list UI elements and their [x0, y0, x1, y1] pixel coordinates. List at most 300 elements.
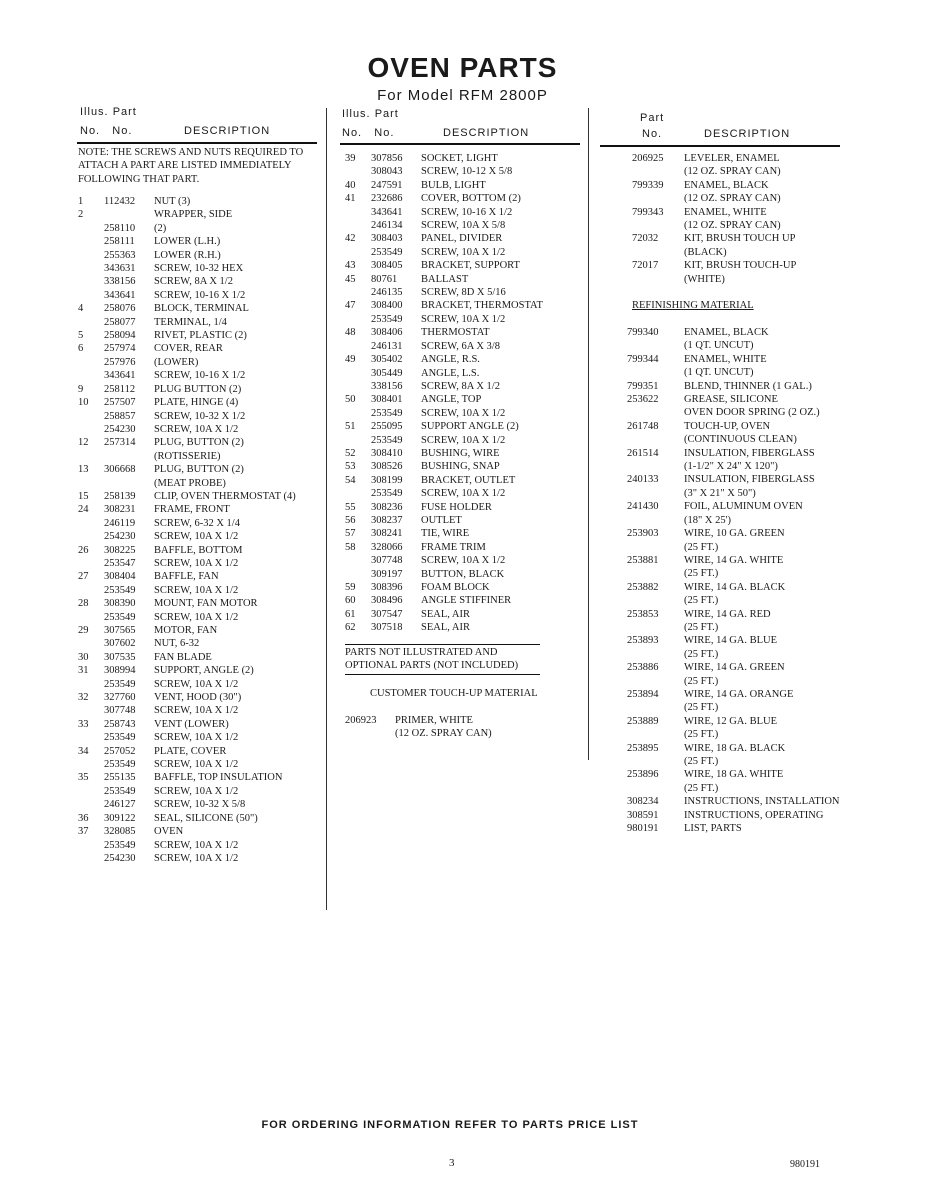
part-number: 253889	[627, 715, 659, 727]
part-row	[78, 745, 296, 758]
part-row	[345, 594, 543, 607]
part-row	[78, 289, 296, 302]
part-number: 309197	[371, 568, 403, 580]
part-row	[627, 406, 840, 419]
part-row	[78, 436, 296, 449]
part-number	[632, 246, 684, 259]
part-row	[627, 447, 840, 460]
part-number: 257314	[104, 437, 136, 449]
part-number	[627, 648, 684, 661]
part-description: ENAMEL, WHITE	[684, 206, 767, 218]
part-row	[345, 246, 543, 259]
part-row	[78, 262, 296, 275]
part-description: (25 FT.)	[684, 702, 719, 714]
part-row	[345, 179, 543, 192]
part-number: 343641	[104, 370, 136, 382]
part-number: 253549	[104, 839, 136, 851]
part-number: 257976	[104, 356, 136, 368]
header-illus: Illus.	[342, 108, 371, 120]
part-description: OVEN	[154, 826, 184, 838]
part-number: 308401	[371, 394, 403, 406]
part-row	[632, 232, 796, 245]
part-number: 308396	[371, 582, 403, 593]
part-row	[78, 597, 296, 610]
part-row	[627, 621, 840, 634]
part-description: (25 FT.)	[684, 568, 719, 580]
part-row	[345, 434, 543, 447]
part-number: 246127	[104, 799, 136, 811]
part-description: (25 FT.)	[684, 595, 719, 607]
part-row	[78, 356, 296, 369]
part-description: SCREW, 10-12 X 5/8	[421, 166, 513, 178]
part-number: 112432	[104, 196, 136, 207]
illus-number: 40	[345, 179, 356, 191]
part-description: ENAMEL, WHITE	[684, 353, 767, 365]
part-row	[345, 273, 543, 286]
part-number: 257507	[104, 397, 136, 409]
col1-header-no	[80, 125, 132, 137]
col2-header-illus-part	[342, 108, 399, 120]
part-description: SCREW, 10A X 1/2	[154, 423, 239, 435]
part-number	[104, 450, 154, 463]
ordering-footer: FOR ORDERING INFORMATION REFER TO PARTS PRICE LIST	[261, 1119, 639, 1131]
part-number: 254230	[104, 531, 136, 543]
part-row	[627, 326, 840, 339]
part-row	[627, 728, 840, 741]
part-row	[78, 249, 296, 262]
illus-number: 59	[345, 582, 356, 593]
part-description: SCREW, 10A X 1/2	[154, 732, 239, 744]
illus-number	[78, 356, 104, 369]
part-number: 327760	[104, 692, 136, 704]
part-row	[78, 785, 296, 798]
illus-number	[345, 367, 371, 380]
part-number: 257974	[104, 343, 136, 355]
illus-number: 36	[78, 812, 89, 824]
illus-number	[345, 554, 371, 567]
part-number	[627, 339, 684, 352]
illus-number	[78, 369, 104, 382]
illus-number	[345, 340, 371, 353]
part-description: ANGLE, TOP	[421, 394, 482, 406]
part-row	[627, 554, 840, 567]
illus-number	[345, 246, 371, 259]
part-number: 254230	[104, 852, 136, 864]
refinishing-heading: REFINISHING MATERIAL	[632, 300, 754, 311]
header-no: No.	[342, 127, 363, 139]
header-illus: Illus.	[80, 106, 109, 118]
part-description: SUPPORT ANGLE (2)	[421, 421, 519, 433]
part-row	[627, 648, 840, 661]
illus-number	[78, 235, 104, 248]
part-number: 308237	[371, 514, 403, 526]
document-number: 980191	[790, 1159, 820, 1170]
illus-number	[345, 219, 371, 232]
part-number: 253886	[627, 662, 659, 674]
illus-number: 47	[345, 300, 356, 312]
part-row	[627, 473, 840, 486]
part-row	[78, 798, 296, 811]
part-description: PLATE, COVER	[154, 745, 227, 757]
model-subtitle: For Model RFM 2800P	[377, 87, 548, 104]
page-title: OVEN PARTS	[367, 52, 558, 83]
part-description: LEVELER, ENAMEL	[684, 153, 780, 164]
part-number	[627, 675, 684, 688]
parts-column-2	[345, 152, 543, 635]
part-description: SCREW, 10A X 1/2	[154, 557, 239, 569]
part-row	[345, 165, 543, 178]
part-number	[627, 433, 684, 446]
part-description: SOCKET, LIGHT	[421, 153, 498, 164]
part-number: 258139	[104, 490, 136, 502]
part-number: 253896	[627, 769, 659, 781]
part-row	[78, 758, 296, 771]
part-number: 258110	[104, 222, 136, 234]
part-description: TERMINAL, 1/4	[154, 316, 227, 328]
part-number: 253549	[371, 246, 403, 258]
part-description: WRAPPER, SIDE	[154, 209, 233, 221]
part-number: 308406	[371, 327, 403, 339]
illus-number: 60	[345, 595, 356, 607]
part-row	[78, 222, 296, 235]
part-number: 338156	[371, 380, 403, 392]
part-row	[632, 206, 796, 219]
part-number: 258111	[104, 236, 135, 248]
part-row	[627, 366, 840, 379]
part-number: 253549	[104, 584, 136, 596]
part-description: (1-1/2" X 24" X 120")	[684, 461, 778, 473]
part-number: 232686	[371, 193, 403, 205]
part-number: 308405	[371, 260, 403, 272]
part-number: 254230	[104, 423, 136, 435]
illus-number	[78, 450, 104, 463]
col1-header-illus-part	[80, 106, 137, 118]
part-description: ANGLE STIFFINER	[421, 595, 512, 607]
part-row	[627, 514, 840, 527]
illus-number	[78, 423, 104, 436]
col3-header-description: DESCRIPTION	[704, 128, 791, 140]
part-description: SCREW, 10A X 1/2	[421, 246, 506, 258]
part-description: SCREW, 10A X 1/2	[154, 759, 239, 771]
illus-number	[78, 678, 104, 691]
part-row	[78, 704, 296, 717]
part-number: 799344	[627, 353, 659, 365]
header-rule	[77, 142, 317, 144]
part-row	[632, 179, 796, 192]
part-number: 307602	[104, 638, 136, 650]
part-number: 246119	[104, 517, 136, 529]
part-number	[627, 460, 684, 473]
parts-column-1	[78, 195, 296, 865]
part-row	[78, 544, 296, 557]
part-number	[627, 406, 684, 419]
part-number	[627, 728, 684, 741]
part-description: MOTOR, FAN	[154, 625, 218, 636]
illus-number: 39	[345, 153, 356, 164]
part-description: RIVET, PLASTIC (2)	[154, 330, 247, 342]
illus-number	[78, 222, 104, 235]
part-description: SEAL, AIR	[421, 622, 471, 634]
illus-number: 32	[78, 692, 89, 704]
illus-number	[345, 568, 371, 581]
illus-number: 24	[78, 504, 89, 516]
part-number: 253549	[104, 759, 136, 771]
part-description: KIT, BRUSH TOUCH-UP	[684, 260, 797, 272]
part-description: KIT, BRUSH TOUCH UP	[684, 233, 796, 245]
section-rule	[345, 644, 540, 645]
part-number: 305402	[371, 354, 403, 366]
illus-number: 30	[78, 651, 89, 663]
part-description: PLUG BUTTON (2)	[154, 383, 242, 395]
header-no: No.	[80, 125, 101, 137]
part-row	[78, 517, 296, 530]
header-part: Part	[374, 108, 399, 120]
part-row	[345, 219, 543, 232]
part-description: ENAMEL, BLACK	[684, 327, 769, 338]
part-description: SCREW, 8A X 1/2	[421, 380, 500, 392]
part-number: 980191	[627, 823, 659, 835]
part-number: 258077	[104, 316, 136, 328]
part-number: 306668	[104, 464, 136, 476]
illus-number	[345, 313, 371, 326]
part-description: WIRE, 18 GA. BLACK	[684, 742, 786, 754]
part-row	[345, 554, 543, 567]
part-description: LOWER (L.H.)	[154, 236, 221, 248]
part-number: 799351	[627, 380, 659, 392]
part-number: 307856	[371, 153, 403, 164]
part-number: 261514	[627, 447, 659, 459]
part-row	[345, 326, 543, 339]
part-number	[627, 701, 684, 714]
part-description: SCREW, 10A X 1/2	[154, 852, 239, 864]
part-row	[78, 852, 296, 865]
illus-number: 1	[78, 196, 84, 207]
part-row	[78, 316, 296, 329]
part-number: 308199	[371, 474, 403, 486]
part-row	[345, 727, 492, 740]
touchup-heading: CUSTOMER TOUCH-UP MATERIAL	[370, 688, 538, 699]
part-number: 253893	[627, 635, 659, 647]
part-description: BULB, LIGHT	[421, 179, 486, 191]
part-row	[627, 581, 840, 594]
part-row	[345, 487, 543, 500]
part-number: 255363	[104, 249, 136, 261]
part-description: NUT (3)	[154, 196, 191, 207]
col2-header-no	[342, 127, 394, 139]
part-description: FRAME, FRONT	[154, 504, 230, 516]
part-number: 261748	[627, 420, 659, 432]
part-description: WIRE, 14 GA. BLUE	[684, 635, 778, 647]
part-number: 257052	[104, 745, 136, 757]
part-row	[78, 463, 296, 476]
part-description: BAFFLE, FAN	[154, 571, 219, 583]
part-description: SCREW, 10A X 1/2	[421, 434, 506, 446]
part-row	[78, 691, 296, 704]
part-number: 328085	[104, 826, 136, 838]
part-number: 253903	[627, 528, 659, 540]
part-description: MOUNT, FAN MOTOR	[154, 598, 258, 610]
part-description: (25 FT.)	[684, 621, 719, 633]
part-row	[345, 581, 543, 594]
part-row	[78, 275, 296, 288]
part-description: SCREW, 8A X 1/2	[154, 276, 233, 288]
part-number: 308496	[371, 595, 403, 607]
part-number: 253549	[371, 488, 403, 500]
part-row	[345, 380, 543, 393]
part-number: 309122	[104, 812, 136, 824]
part-number: 206925	[632, 153, 664, 164]
illus-number: 33	[78, 718, 89, 730]
part-description: ANGLE, R.S.	[421, 354, 480, 366]
part-row	[632, 192, 796, 205]
part-description: WIRE, 14 GA. ORANGE	[684, 688, 794, 700]
part-description: OUTLET	[421, 514, 462, 526]
part-row	[345, 286, 543, 299]
part-row	[632, 152, 796, 165]
part-description: SCREW, 10A X 1/2	[421, 488, 506, 500]
part-number: 253549	[371, 434, 403, 446]
part-row	[78, 771, 296, 784]
part-number: 253882	[627, 581, 659, 593]
part-row	[345, 474, 543, 487]
part-number: 308591	[627, 809, 659, 821]
part-number: 258743	[104, 718, 136, 730]
part-row	[627, 527, 840, 540]
part-row	[627, 661, 840, 674]
part-description: BUSHING, WIRE	[421, 447, 500, 459]
part-description: OVEN DOOR SPRING (2 OZ.)	[684, 407, 820, 419]
illus-number	[345, 206, 371, 219]
note-text: NOTE: THE SCREWS AND NUTS REQUIRED TO ATTACH A PART ARE LISTED IMMEDIATELY FOLLOWING THAT PART.	[78, 147, 304, 185]
part-description: COVER, REAR	[154, 343, 223, 355]
not-illustrated-heading	[345, 646, 518, 673]
part-row	[78, 396, 296, 409]
part-number: 253894	[627, 688, 659, 700]
part-number: 253895	[627, 742, 659, 754]
part-number: 258076	[104, 303, 136, 315]
part-number: 308043	[371, 166, 403, 178]
illus-number: 51	[345, 421, 356, 433]
part-number: 72032	[632, 233, 659, 245]
part-description: PLUG, BUTTON (2)	[154, 437, 244, 449]
part-description: FOAM BLOCK	[421, 582, 490, 593]
header-rule	[600, 145, 840, 147]
part-number	[627, 541, 684, 554]
part-description: (12 OZ. SPRAY CAN)	[684, 220, 781, 232]
part-row	[627, 822, 840, 835]
part-number	[345, 727, 395, 740]
part-row	[78, 208, 296, 221]
illus-number	[78, 731, 104, 744]
part-row	[627, 782, 840, 795]
part-number: 308236	[371, 501, 403, 513]
part-number: 240133	[627, 474, 659, 486]
part-row	[78, 584, 296, 597]
part-number	[627, 782, 684, 795]
part-description: SCREW, 10A X 1/2	[154, 705, 239, 717]
illus-number: 54	[345, 474, 356, 486]
part-row	[627, 500, 840, 513]
part-description: WIRE, 10 GA. GREEN	[684, 528, 785, 540]
part-number: 799343	[632, 206, 664, 218]
parts-column-3-refinishing	[627, 326, 840, 835]
part-row	[632, 273, 796, 286]
part-row	[78, 731, 296, 744]
illus-number: 58	[345, 541, 356, 553]
illus-number: 10	[78, 397, 89, 409]
heading-line: OPTIONAL PARTS (NOT INCLUDED)	[345, 660, 519, 672]
illus-number: 4	[78, 303, 84, 315]
col2-header-description: DESCRIPTION	[443, 127, 530, 139]
part-description: (25 FT.)	[684, 541, 719, 553]
illus-number	[78, 704, 104, 717]
part-number: 247591	[371, 179, 403, 191]
part-description: (25 FT.)	[684, 756, 719, 767]
part-row	[627, 487, 840, 500]
part-row	[345, 460, 543, 473]
part-description: (CONTINUOUS CLEAN)	[684, 434, 797, 446]
part-description: INSULATION, FIBERGLASS	[684, 474, 815, 486]
section-rule	[345, 674, 540, 675]
part-row	[627, 353, 840, 366]
part-description: FRAME TRIM	[421, 541, 486, 553]
illus-number	[78, 249, 104, 262]
part-row	[345, 232, 543, 245]
part-row	[627, 393, 840, 406]
illus-number	[78, 262, 104, 275]
part-row	[78, 342, 296, 355]
part-number: 308526	[371, 461, 403, 473]
illus-number	[78, 316, 104, 329]
illus-number	[345, 487, 371, 500]
part-description: WIRE, 12 GA. BLUE	[684, 715, 778, 727]
part-row	[78, 718, 296, 731]
column-divider	[588, 108, 589, 760]
part-row	[632, 219, 796, 232]
part-description: (18" X 25')	[684, 514, 732, 526]
illus-number	[78, 611, 104, 624]
illus-number: 43	[345, 260, 356, 272]
illus-number: 50	[345, 394, 356, 406]
part-row	[78, 450, 296, 463]
illus-number: 61	[345, 608, 356, 620]
header-rule	[340, 143, 580, 145]
illus-number: 29	[78, 625, 89, 636]
part-number: 206923	[345, 715, 377, 726]
part-row	[627, 742, 840, 755]
part-row	[345, 608, 543, 621]
illus-number	[345, 165, 371, 178]
part-row	[627, 433, 840, 446]
illus-number	[78, 275, 104, 288]
illus-number	[345, 380, 371, 393]
part-row	[78, 839, 296, 852]
illus-number: 49	[345, 354, 356, 366]
part-number: 307565	[104, 625, 136, 636]
column-divider	[326, 108, 327, 910]
part-row	[632, 165, 796, 178]
illus-number	[345, 286, 371, 299]
illus-number: 57	[345, 528, 356, 540]
part-row	[345, 621, 543, 634]
illus-number	[78, 517, 104, 530]
part-row	[78, 557, 296, 570]
part-description: SCREW, 6A X 3/8	[421, 340, 500, 352]
part-description: SEAL, AIR	[421, 608, 471, 620]
part-description: (WHITE)	[684, 273, 725, 285]
part-number: 799340	[627, 327, 659, 338]
part-number: 258857	[104, 410, 136, 422]
